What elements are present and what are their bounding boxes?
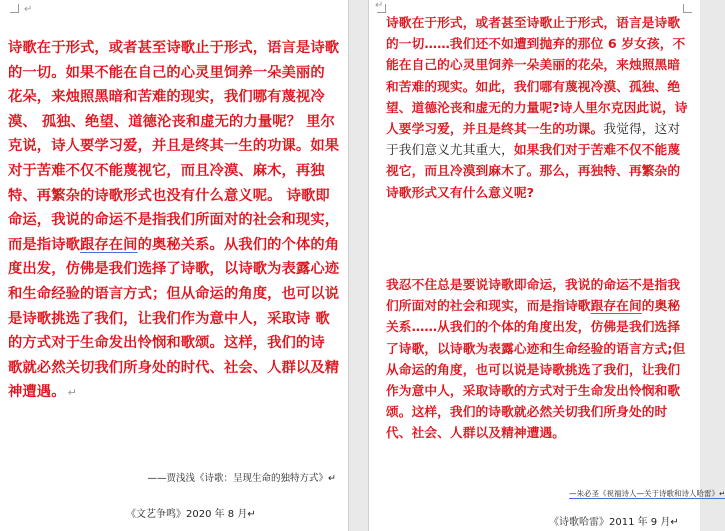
left-body-paragraph xyxy=(8,36,342,406)
right-document-page xyxy=(368,0,725,531)
right-citation-text: —朱必圣《祝福诗人—关于诗歌和诗人哈雷》↵ xyxy=(569,489,725,498)
right-body-paragraph-1 xyxy=(386,12,692,203)
right-p2-red-text-2: 的奥秘关系……从我们的个体的角度出发，仿佛是我们选择了诗歌，以诗歌为表露心迹和生命经验的语言方式;但从命运的角度，也可以说是诗歌挑选了我们，让我们作为意中人，采取诗歌的方式对于生命发出怜悯和歌颂。这样，我们的诗歌就必然关切我们所身处的时代、社会、人群以及精神遭遇。 xyxy=(386,298,686,441)
right-citation xyxy=(569,488,725,499)
right-underlined-phrase: 跟存在间 xyxy=(590,298,642,314)
left-source: 《文艺争鸣》2020 年 8 月↵ xyxy=(126,509,256,520)
right-p1-black-text: 我觉得，这对于我们意义尤其重大， xyxy=(386,121,681,158)
right-p1-red-text: 诗歌在于形式，或者甚至诗歌止于形式，语言是诗歌的一切……我们还不如遭到抛弃的那位 6 岁女孩，不能在自己的心灵里饲养一朵美丽的花朵，来烛照黑暗和苦难的现实。如此，我们哪有蔑视冷漠、孤独、绝望、道德沦丧和虚无的力量呢?诗人里尔克因此说，诗人要学习爱，并且是终其一生的功课。 xyxy=(386,15,688,137)
right-body-paragraph-2 xyxy=(386,274,692,444)
paragraph-mark-icon: ↵ xyxy=(24,4,33,15)
left-document-page xyxy=(0,0,349,531)
paragraph-mark-icon: ↵ xyxy=(67,386,77,400)
corner-crop-mark xyxy=(10,4,19,13)
left-body-text: 诗歌在于形式，或者甚至诗歌止于形式，语言是诗歌的一切。如果不能在自己的心灵里饲养一朵美丽的 花朵，来烛照黑暗和苦难的现实，我们哪有蔑视冷漠、 孤独、绝望、道德沦丧和虚无的力量呢？ 里尔克说，诗人要学习爱，并且是终其一生的功课。如果对于苦难不仅不能蔑视它，而且冷漠、麻木，再独特、再繁杂的诗歌形式也没有什么意义呢。 诗歌即命运，我说的命运不是指我们所面对的社会和现实，而是指诗歌 xyxy=(8,40,340,253)
right-p2-red-text: 我忍不住总是要说诗歌即命运，我说的命运不是指我们所面对的社会和现实，而是指诗歌 xyxy=(386,277,681,314)
paragraph-mark-icon: ↵ xyxy=(375,0,384,11)
left-body-tail: 的奥秘关系。从我们的个体的角度出发，仿佛是我们选择了诗歌，以诗歌为表露心迹和生命经验的语言方式；但从命运的角度，也可以说是诗歌挑选了我们，让我们作为意中人，采取诗 歌的方式对于生命发出怜悯和歌颂。这样，我们的诗 歌就必然关切我们所身处的时代、社会、人群以及精神遭遇。 xyxy=(8,236,340,401)
right-source: 《诗歌哈雷》2011 年 9 月↵ xyxy=(549,517,679,528)
right-p1-red-text-2: 如果我们对于苦难不仅不能蔑视它，而且冷漠到麻木了。那么，再独特、再繁杂的诗歌形式又有什么意义呢? xyxy=(386,142,681,200)
left-underlined-phrase: 跟存在间 xyxy=(79,236,138,253)
left-citation: ——贾浅浅《诗歌：呈现生命的独特方式》↵ xyxy=(147,473,336,484)
